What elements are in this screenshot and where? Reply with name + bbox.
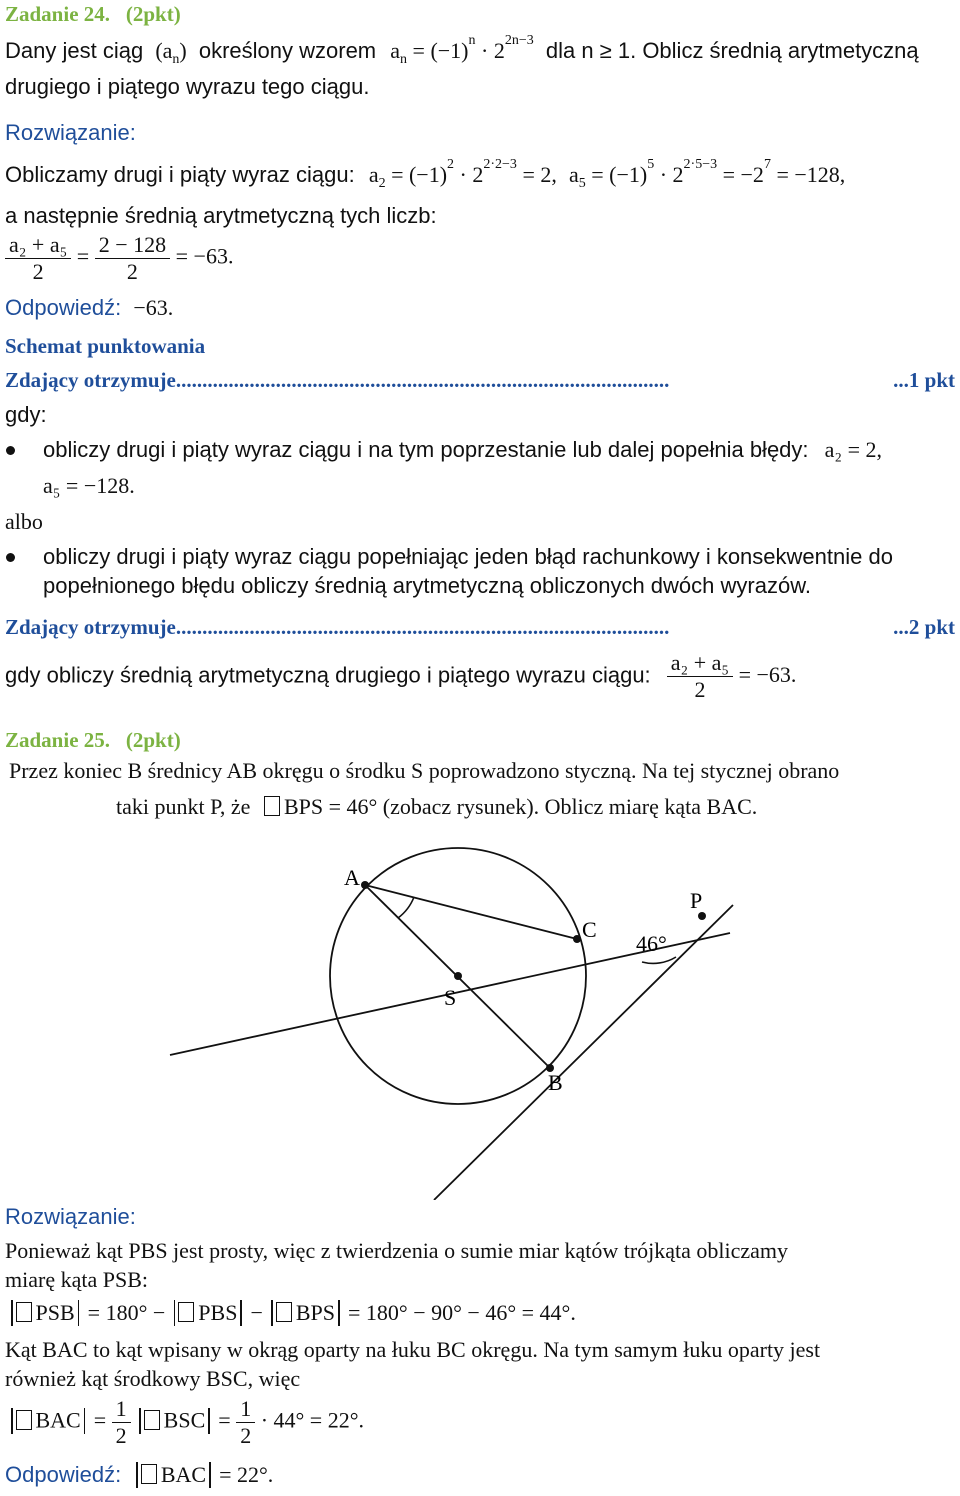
sol-line4: również kąt środkowy BSC, więc — [5, 1366, 301, 1391]
task25-answer — [5, 1462, 273, 1488]
label-S: S — [444, 985, 457, 1010]
award-label: Zdający otrzymuje — [5, 368, 176, 392]
point-A — [361, 881, 369, 889]
bullet-dot — [6, 446, 15, 455]
award2-row — [5, 615, 955, 640]
award2-condition — [5, 650, 796, 703]
task24-solution-label: Rozwiązanie: — [5, 120, 136, 145]
label-A: A — [344, 865, 360, 890]
task24-statement-line1 — [5, 33, 919, 68]
bullet1-line1 — [43, 437, 882, 463]
sol-line3: Kąt BAC to kąt wpisany w okrąg oparty na łuku BC okręgu. Na tym samym łuku oparty jest — [5, 1337, 821, 1362]
task25-points: (2pkt) — [125, 728, 181, 752]
angle-symbol-icon — [178, 1302, 194, 1322]
bullet1-a2: a₂ = 2, — [824, 437, 882, 462]
calc-a2: $a_2 = (-1)^2 \cdot 2^{2\cdot 2-3} = 2$, — [368, 157, 557, 191]
fraction-denominator: 2 — [126, 259, 138, 284]
label-C: C — [582, 917, 597, 942]
fraction-numerator: 1 — [112, 1396, 131, 1423]
award2-text: gdy obliczy średnią arytmetyczną drugiego i piątego wyrazu ciągu: — [5, 662, 651, 688]
angle-symbol-icon — [264, 796, 280, 816]
or-label: albo — [5, 509, 43, 534]
award1-when: gdy: — [5, 402, 47, 427]
award-dots: .............................................................................................. — [175, 368, 670, 392]
task24-calc-row — [5, 157, 846, 192]
geometry-figure — [0, 830, 960, 1200]
eq-bac: BAC = $\frac{1}{2}$ BSC = $\frac{1}{2}$ · 44° = 22°. — [8, 1396, 364, 1449]
task24-points: (2pkt) — [125, 2, 181, 26]
award1-points: ...1 pkt — [893, 368, 955, 392]
bullet2-line1: obliczy drugi i piąty wyraz ciągu popełniając jeden błąd rachunkowy i konsekwentnie do — [43, 544, 893, 569]
fraction-denominator: 2 — [115, 1423, 127, 1448]
scheme-title: Schemat punktowania — [5, 334, 206, 358]
task25-solution-label: Rozwiązanie: — [5, 1204, 136, 1229]
eq-psb: PSB = 180° − PBS − BPS = 180° − 90° − 46° = 44°. — [8, 1300, 576, 1326]
mean-intro: a następnie średnią arytmetyczną tych liczb: — [5, 203, 437, 228]
angle-name: BPS — [283, 794, 324, 819]
award-dots: .............................................................................................. — [175, 615, 670, 639]
sol-line1: Ponieważ kąt PBS jest prosty, więc z twierdzenia o sumie miar kątów trójkąta obliczamy — [5, 1238, 789, 1263]
award1-row — [5, 368, 955, 393]
task24-heading: Zadanie 24. — [5, 2, 111, 26]
angle-arc-P — [642, 957, 676, 963]
angle-symbol-icon — [144, 1410, 160, 1430]
answer-label: Odpowiedź: — [5, 295, 122, 320]
fraction-numerator: 1 — [236, 1396, 255, 1423]
calc-intro: Obliczamy drugi i piąty wyraz ciągu: — [5, 162, 355, 187]
fraction-denominator: 2 — [694, 677, 706, 702]
point-C — [573, 935, 581, 943]
mean-equation: $\frac{\text{a₂ + a₅}}{2}$ = $\frac{2 - 128}{2}$ = −63. — [5, 232, 233, 285]
label-P: P — [690, 888, 703, 913]
answer-value: = 22°. — [219, 1462, 274, 1487]
point-P — [698, 912, 706, 920]
bullet1-a5: a₅ = −128. — [43, 473, 135, 498]
bullet1-text: obliczy drugi i piąty wyraz ciągu i na tym poprzestanie lub dalej popełnia błędy: — [43, 437, 809, 462]
fraction-denominator: 2 — [240, 1423, 252, 1448]
answer-label: Odpowiedź: — [5, 1462, 122, 1487]
statement-text: taki punkt P, że — [116, 794, 251, 819]
award2-formula — [667, 650, 797, 702]
task25-statement-line2 — [116, 794, 757, 820]
angle-symbol-icon — [141, 1464, 157, 1484]
angle-symbol-icon — [16, 1302, 32, 1322]
statement-text: Dany jest ciąg — [5, 38, 144, 63]
fraction-numerator: a₂ + a₅ — [5, 232, 71, 259]
point-S — [454, 972, 462, 980]
label-angle-46: 46° — [636, 931, 667, 956]
sequence-notation: $(a_n)$ — [155, 38, 187, 67]
mean-result: = −63. — [175, 243, 234, 269]
angle-symbol-icon — [276, 1302, 292, 1322]
task25-heading: Zadanie 25. — [5, 728, 111, 752]
angle-symbol-icon — [16, 1410, 32, 1430]
answer-value: −63. — [133, 295, 174, 320]
award2-points: ...2 pkt — [893, 615, 955, 639]
label-B: B — [548, 1070, 563, 1095]
fraction-numerator: a₂ + a₅ — [667, 650, 733, 677]
fraction-numerator: 2 − 128 — [95, 232, 170, 259]
task24-statement-line2: drugiego i piątego wyrazu tego ciągu. — [5, 74, 370, 99]
calc-a5: $a_5 = (-1)^5 \cdot 2^{2\cdot 5-3} = -2^7 = -128$, — [568, 157, 846, 191]
chord-AC — [365, 885, 577, 939]
bullet2-line2: popełnionego błędu obliczy średnią arytmetyczną obliczonych dwóch wyrazów. — [43, 573, 811, 598]
award-label: Zdający otrzymuje — [5, 615, 176, 639]
fraction-denominator: 2 — [32, 259, 44, 284]
task25-statement-line1: Przez koniec B średnicy AB okręgu o środku S poprowadzono styczną. Na tej stycznej obrano — [9, 758, 840, 783]
bullet-dot — [6, 553, 15, 562]
statement-text: określony wzorem — [198, 38, 377, 63]
angle-arc-A — [398, 897, 414, 918]
formula-an: $a_n = (-1)^n \cdot 2^{2n-3}$ — [390, 33, 534, 67]
statement-text: = 46° (zobacz rysunek). Oblicz miarę kąta BAC. — [328, 794, 758, 819]
answer-angle: BAC — [160, 1462, 207, 1487]
sol-line2: miarę kąta PSB: — [5, 1267, 148, 1292]
task24-answer — [5, 295, 173, 321]
statement-text: dla n ≥ 1. Oblicz średnią arytmetyczną — [545, 38, 919, 63]
award2-result: = −63. — [738, 661, 797, 687]
